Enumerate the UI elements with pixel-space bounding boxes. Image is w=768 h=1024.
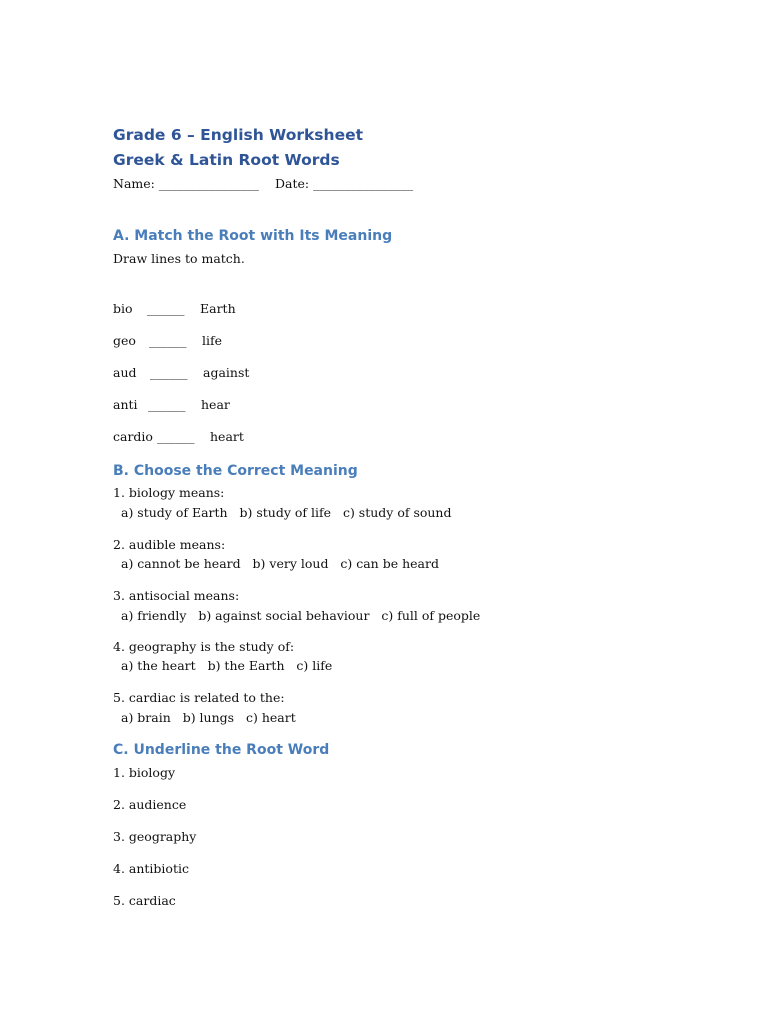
match-root: cardio (113, 429, 153, 444)
match-root: anti (113, 397, 138, 412)
question-text: 1. biology means: (113, 485, 225, 500)
question-options: a) study of Earth b) study of life c) study of sound (121, 505, 452, 520)
match-blank: ______ (150, 365, 188, 380)
match-meaning: heart (210, 429, 244, 444)
list-item: 3. geography (113, 829, 197, 844)
list-item: 2. audience (113, 797, 187, 812)
match-blank: ______ (147, 301, 185, 316)
name-field: Name: ________________ (113, 176, 259, 191)
match-root: aud (113, 365, 137, 380)
question-options: a) the heart b) the Earth c) life (121, 658, 333, 673)
list-item: 1. biology (113, 765, 176, 780)
list-item: 4. antibiotic (113, 861, 189, 876)
section-c-heading: C. Underline the Root Word (113, 742, 330, 758)
question-text: 5. cardiac is related to the: (113, 690, 285, 705)
section-a-instruction: Draw lines to match. (113, 251, 245, 266)
match-blank: ______ (148, 397, 186, 412)
match-blank: ______ (149, 333, 187, 348)
question-text: 2. audible means: (113, 537, 226, 552)
match-meaning: life (202, 333, 223, 348)
date-field: Date: ________________ (275, 176, 414, 191)
question-options: a) brain b) lungs c) heart (121, 710, 296, 725)
worksheet-title: Grade 6 – English Worksheet (113, 126, 363, 144)
worksheet-subtitle: Greek & Latin Root Words (113, 151, 340, 169)
question-options: a) cannot be heard b) very loud c) can be heard (121, 556, 439, 571)
section-b-heading: B. Choose the Correct Meaning (113, 463, 358, 479)
match-meaning: against (203, 365, 250, 380)
question-options: a) friendly b) against social behaviour c) full of people (121, 608, 481, 623)
question-text: 4. geography is the study of: (113, 639, 295, 654)
match-blank: ______ (157, 429, 195, 444)
question-text: 3. antisocial means: (113, 588, 240, 603)
match-meaning: hear (201, 397, 230, 412)
match-root: geo (113, 333, 136, 348)
section-a-heading: A. Match the Root with Its Meaning (113, 228, 393, 244)
match-root: bio (113, 301, 133, 316)
list-item: 5. cardiac (113, 893, 176, 908)
match-meaning: Earth (200, 301, 236, 316)
